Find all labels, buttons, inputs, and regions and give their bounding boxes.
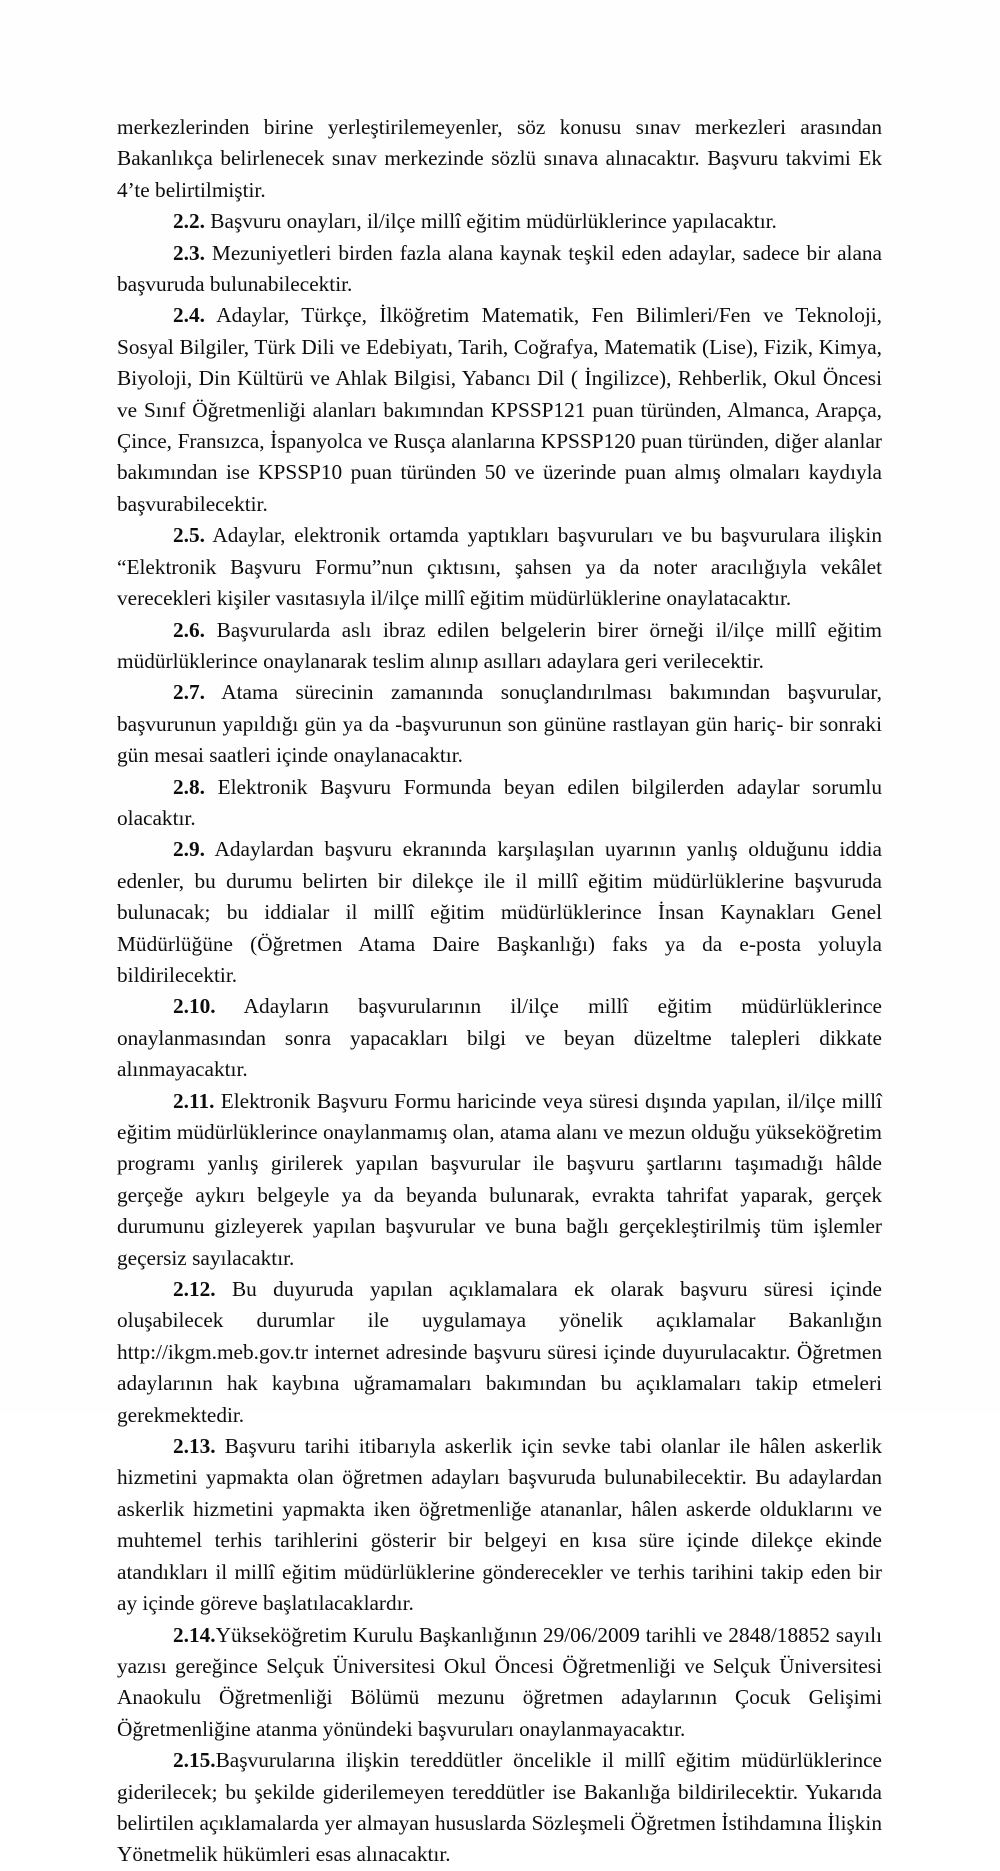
paragraph-text: Adayların başvurularının il/ilçe millî eğitim müdürlüklerince onaylanmasından sonra yapacakları bilgi ve beyan düzeltme talepleri dikkate alınmayacaktır. — [117, 994, 882, 1082]
paragraph-text: Adaylar, Türkçe, İlköğretim Matematik, Fen Bilimleri/Fen ve Teknoloji, Sosyal Bilgiler, Türk Dili ve Edebiyatı, Tarih, Coğrafya, Matematik (Lise), Fizik, Kimya, Biyoloji, Din Kültürü ve Ahlak Bilgisi, Yabancı Dil ( İngilizce), Rehberlik, Okul Öncesi ve Sınıf Öğretmenliği alanları bakımından KPSSP121 puan türünden, Almanca, Arapça, Çince, Fransızca, İspanyolca ve Rusça alanlarına KPSSP120 puan türünden, diğer alanlar bakımından ise KPSSP10 puan türünden 50 ve üzerinde puan almış olmaları kaydıyla başvurabilecektir. — [117, 303, 882, 516]
paragraph-p-2-4 — [117, 300, 882, 520]
paragraph-number: 2.15. — [173, 1748, 216, 1773]
paragraph-text: Başvuru onayları, il/ilçe millî eğitim müdürlüklerince yapılacaktır. — [210, 209, 777, 234]
paragraph-number: 2.10. — [173, 994, 216, 1019]
paragraph-p-2-3 — [117, 238, 882, 301]
paragraph-text: Başvuru tarihi itibarıyla askerlik için sevke tabi olanlar ile hâlen askerlik hizmetini yapmakta olan öğretmen adayları başvuruda bulunabilecektir. Bu adaylardan askerlik hizmetini yapmakta iken öğretmenliğe atananlar, hâlen askerde olduklarını ve muhtemel terhis tarihlerini gösterir bir belgeyi en kısa süre içinde dilekçe ekinde atandıkları il millî eğitim müdürlüklerine gönderecekler ve terhis tarihini takip eden bir ay içinde göreve başlatılacaklardır. — [117, 1434, 883, 1616]
paragraph-number: 2.9. — [173, 837, 205, 862]
paragraph-p-2-12 — [117, 1274, 882, 1431]
paragraph-number: 2.2. — [173, 209, 205, 234]
paragraph-number: 2.6. — [173, 617, 205, 642]
paragraph-p-2-6 — [117, 615, 882, 678]
paragraph-number: 2.12. — [173, 1277, 216, 1302]
paragraph-number: 2.14. — [173, 1622, 216, 1647]
paragraph-p-2-2 — [117, 206, 882, 237]
paragraph-p-2-5 — [117, 520, 882, 614]
paragraph-number: 2.11. — [173, 1088, 215, 1113]
document-body — [117, 112, 882, 1871]
paragraph-text: Yükseköğretim Kurulu Başkanlığının 29/06/2009 tarihli ve 2848/18852 sayılı yazısı gereğince Selçuk Üniversitesi Okul Öncesi Öğretmenliği ve Selçuk Üniversitesi Anaokulu Öğretmenliği Bölümü mezunu öğretmen adaylarının Çocuk Gelişimi Öğretmenliğine atanma yönündeki başvuruları onaylanmayacaktır. — [117, 1622, 882, 1741]
paragraph-p-2-10 — [117, 991, 882, 1085]
paragraph-text: Elektronik Başvuru Formu haricinde veya süresi dışında yapılan, il/ilçe millî eğitim müdürlüklerince onaylanmamış olan, atama alanı ve mezun olduğu yükseköğretim programı yanlış girilerek yapılan başvurular ile başvuru şartlarını taşımadığı hâlde gerçeğe aykırı belgeyle ya da beyanda bulunarak, evrakta tahrifat yaparak, gerçek durumunu gizleyerek yapılan başvurular ve buna bağlı gerçekleştirilmiş tüm işlemler geçersiz sayılacaktır. — [117, 1088, 883, 1270]
paragraph-number: 2.3. — [173, 240, 205, 265]
paragraph-p-2-11 — [117, 1086, 882, 1274]
paragraph-p-2-14 — [117, 1620, 882, 1746]
paragraph-text: Mezuniyetleri birden fazla alana kaynak teşkil eden adaylar, sadece bir alana başvuruda bulunabilecektir. — [117, 240, 882, 297]
paragraph-number: 2.4. — [173, 303, 205, 328]
paragraph-p-2-15 — [117, 1745, 882, 1871]
paragraph-p-continuation — [117, 112, 882, 206]
paragraph-number: 2.7. — [173, 680, 205, 705]
paragraph-number: 2.5. — [173, 523, 205, 548]
paragraph-text: Adaylardan başvuru ekranında karşılaşılan uyarının yanlış olduğunu iddia edenler, bu durumu belirten bir dilekçe ile il millî eğitim müdürlüklerine başvuruda bulunacak; bu iddialar il millî eğitim müdürlüklerince İnsan Kaynakları Genel Müdürlüğüne (Öğretmen Atama Daire Başkanlığı) faks ya da e-posta yoluyla bildirilecektir. — [117, 837, 882, 987]
paragraph-text: Başvurularda aslı ibraz edilen belgelerin birer örneği il/ilçe millî eğitim müdürlüklerince onaylanarak teslim alınıp asılları adaylara geri verilecektir. — [117, 617, 882, 673]
paragraph-number: 2.13. — [173, 1434, 216, 1459]
paragraph-p-2-13 — [117, 1431, 882, 1619]
paragraph-p-2-9 — [117, 834, 882, 991]
paragraph-text: Elektronik Başvuru Formunda beyan edilen bilgilerden adaylar sorumlu olacaktır. — [117, 774, 882, 830]
paragraph-p-2-8 — [117, 772, 882, 835]
paragraph-text: merkezlerinden birine yerleştirilemeyenler, söz konusu sınav merkezleri arasından Bakanlıkça belirlenecek sınav merkezinde sözlü sınava alınacaktır. Başvuru takvimi Ek 4’te belirtilmiştir. — [117, 115, 882, 202]
paragraph-number: 2.8. — [173, 774, 205, 799]
paragraph-text: Adaylar, elektronik ortamda yaptıkları başvuruları ve bu başvurulara ilişkin “Elektronik Başvuru Formu”nun çıktısını, şahsen ya da noter aracılığıyla vekâlet verecekleri kişiler vasıtasıyla il/ilçe millî eğitim müdürlüklerine onaylatacaktır. — [117, 523, 882, 611]
paragraph-p-2-7 — [117, 677, 882, 771]
paragraph-text: Atama sürecinin zamanında sonuçlandırılması bakımından başvurular, başvurunun yapıldığı gün ya da -başvurunun son gününe rastlayan gün hariç- bir sonraki gün mesai saatleri içinde onaylanacaktır. — [117, 680, 882, 768]
paragraph-text: Başvurularına ilişkin tereddütler öncelikle il millî eğitim müdürlüklerince giderilecek; bu şekilde giderilemeyen tereddütler ise Bakanlığa bildirilecektir. Yukarıda belirtilen açıklamalarda yer almayan hususlarda Sözleşmeli Öğretmen İstihdamına İlişkin Yönetmelik hükümleri esas alınacaktır. — [117, 1748, 882, 1867]
paragraph-text: Bu duyuruda yapılan açıklamalara ek olarak başvuru süresi içinde oluşabilecek durumlar ile uygulamaya yönelik açıklamalar Bakanlığın http://ikgm.meb.gov.tr internet adresinde başvuru süresi içinde duyurulacaktır. Öğretmen adaylarının hak kaybına uğramamaları bakımından bu açıklamaları takip etmeleri gerekmektedir. — [117, 1277, 882, 1427]
